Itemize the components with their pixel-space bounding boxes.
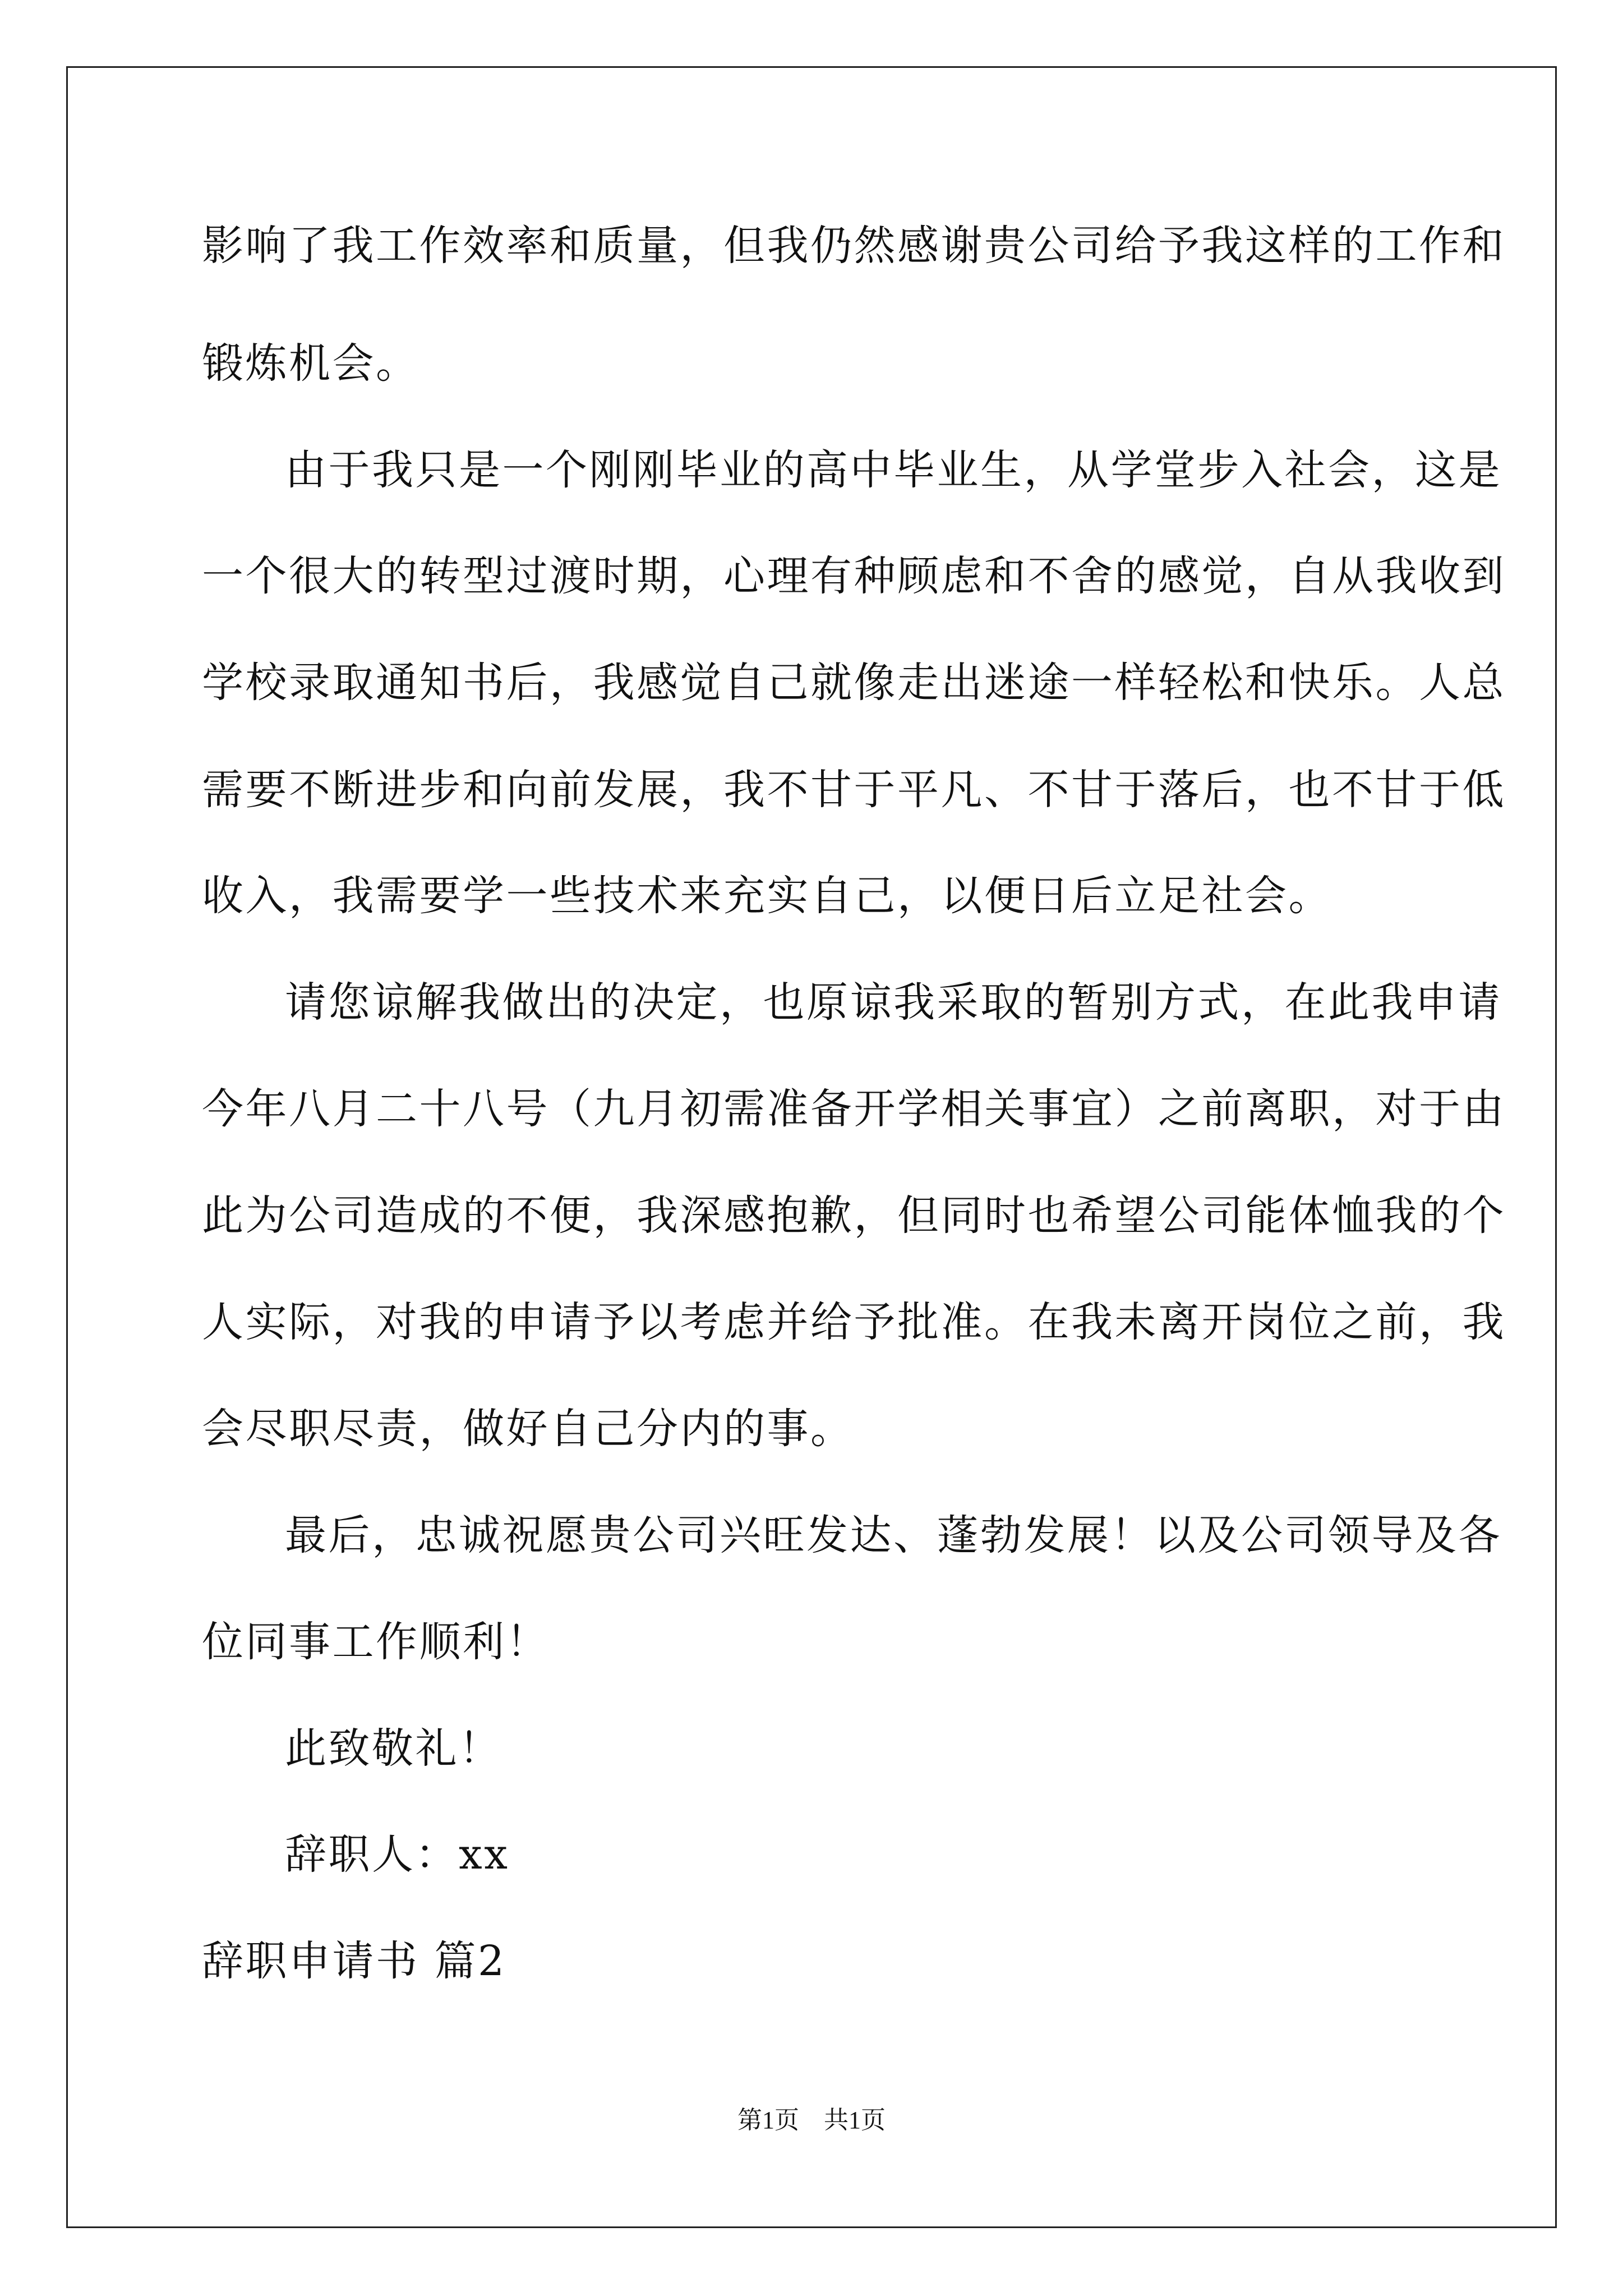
paragraph-2-line-4: 需要不断进步和向前发展，我不甘于平凡、不甘于落后，也不甘于低 bbox=[202, 766, 1506, 814]
paragraph-1-line-2: 锻炼机会。 bbox=[202, 339, 419, 388]
page-number-label: 第1页 共1页 bbox=[737, 2106, 886, 2134]
paragraph-3-line-2: 今年八月二十八号（九月初需准备开学相关事宜）之前离职，对于由 bbox=[202, 1085, 1506, 1133]
paragraph-2-line-3: 学校录取通知书后，我感觉自己就像走出迷途一样轻松和快乐。人总 bbox=[202, 659, 1506, 707]
paragraph-2-line-1: 由于我只是一个刚刚毕业的高中毕业生，从学堂步入社会，这是 bbox=[285, 446, 1502, 494]
paragraph-4-line-2: 位同事工作顺利！ bbox=[202, 1618, 550, 1666]
section-heading: 辞职申请书 篇2 bbox=[202, 1937, 506, 1985]
paragraph-1-line-1: 影响了我工作效率和质量，但我仍然感谢贵公司给予我这样的工作和 bbox=[202, 222, 1506, 270]
page-footer bbox=[0, 2106, 1623, 2134]
closing-salutation: 此致敬礼！ bbox=[285, 1724, 502, 1773]
paragraph-3-line-1: 请您谅解我做出的决定，也原谅我采取的暂别方式，在此我申请 bbox=[285, 978, 1502, 1027]
paragraph-3-line-3: 此为公司造成的不便，我深感抱歉，但同时也希望公司能体恤我的个 bbox=[202, 1191, 1506, 1240]
paragraph-2-line-5: 收入，我需要学一些技术来充实自己，以便日后立足社会。 bbox=[202, 872, 1332, 920]
paragraph-2-line-2: 一个很大的转型过渡时期，心理有种顾虑和不舍的感觉，自从我收到 bbox=[202, 552, 1506, 600]
page-border bbox=[66, 66, 1557, 2228]
paragraph-3-line-5: 会尽职尽责，做好自己分内的事。 bbox=[202, 1405, 854, 1453]
paragraph-3-line-4: 人实际，对我的申请予以考虑并给予批准。在我未离开岗位之前，我 bbox=[202, 1298, 1506, 1346]
paragraph-4-line-1: 最后，忠诚祝愿贵公司兴旺发达、蓬勃发展！以及公司领导及各 bbox=[285, 1511, 1502, 1559]
signature-line: 辞职人：xx bbox=[285, 1830, 510, 1879]
